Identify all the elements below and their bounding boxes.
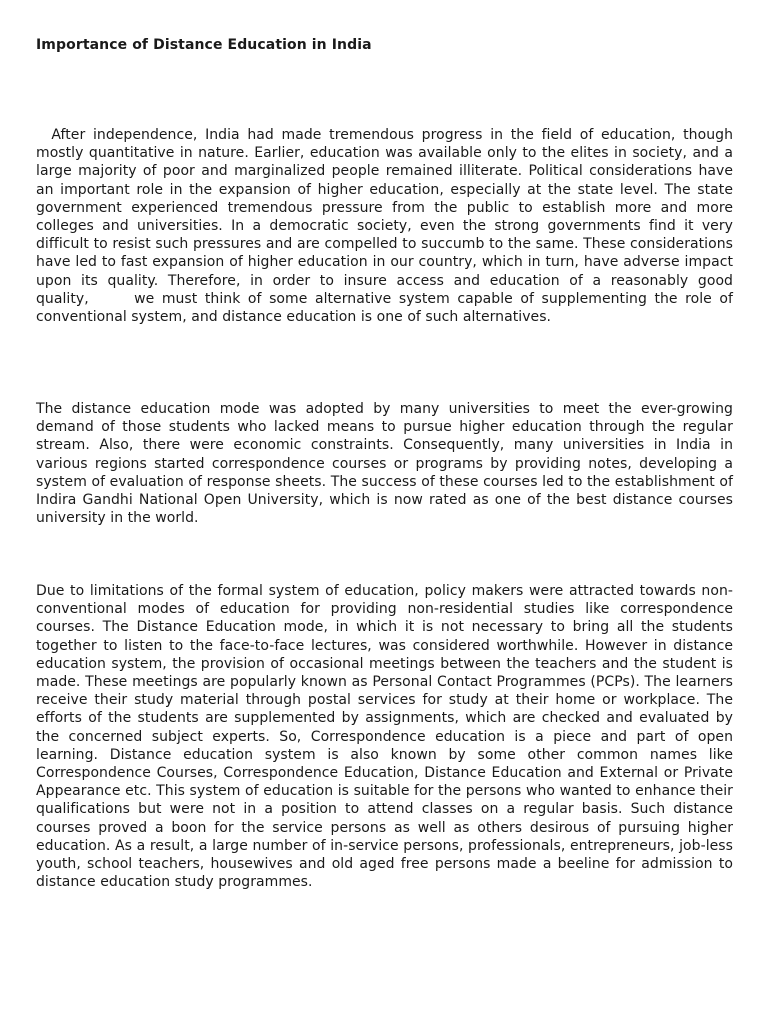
paragraph-1: After independence, India had made tremendous progress in the field of education, though mostly quantitative in nature. Earlier, education was available only to the elites in society, and a large majority of poor and marginalized people remained illiterate. Political considerations have an important role in the expansion of higher education, especially at the state level. The state government experienced tremendous pressure from the public to establish more and more colleges and universities. In a democratic society, even the strong governments find it very difficult to resist such pressures and are compelled to succumb to the same. These considerations have led to fast expansion of higher education in our country, which in turn, have adverse impact upon its quality. Therefore, in order to insure access and education of a reasonably good quality, we must think of some alternative system capable of supplementing the role of conventional system, and distance education is one of such alternatives. (36, 127, 733, 326)
paragraph-2: The distance education mode was adopted by many universities to meet the ever-growing demand of those students who lacked means to pursue higher education through the regular stream. Also, there were economic constraints. Consequently, many universities in India in various regions started correspondence courses or programs by providing notes, developing a system of evaluation of response sheets. The success of these courses led to the establishment of Indira Gandhi National Open University, which is now rated as one of the best distance courses university in the world. (36, 401, 733, 527)
document-title: Importance of Distance Education in India (36, 37, 372, 53)
paragraph-3: Due to limitations of the formal system of education, policy makers were attracted towards non-conventional modes of education for providing non-residential studies like correspondence courses. The Distance Education mode, in which it is not necessary to bring all the students together to listen to the face-to-face lectures, was considered worthwhile. However in distance education system, the provision of occasional meetings between the teachers and the student is made. These meetings are popularly known as Personal Contact Programmes (PCPs). The learners receive their study material through postal services for study at their home or workplace. The efforts of the students are supplemented by assignments, which are checked and evaluated by the concerned subject experts. So, Correspondence education is a piece and part of open learning. Distance education system is also known by some other common names like Correspondence Courses, Correspondence Education, Distance Education and External or Private Appearance etc. This system of education is suitable for the persons who wanted to enhance their qualifications but were not in a position to attend classes on a regular basis. Such distance courses proved a boon for the service persons as well as others desirous of pursuing higher education. As a result, a large number of in-service persons, professionals, entrepreneurs, job-less youth, school teachers, housewives and old aged free persons made a beeline for admission to distance education study programmes. (36, 583, 733, 891)
